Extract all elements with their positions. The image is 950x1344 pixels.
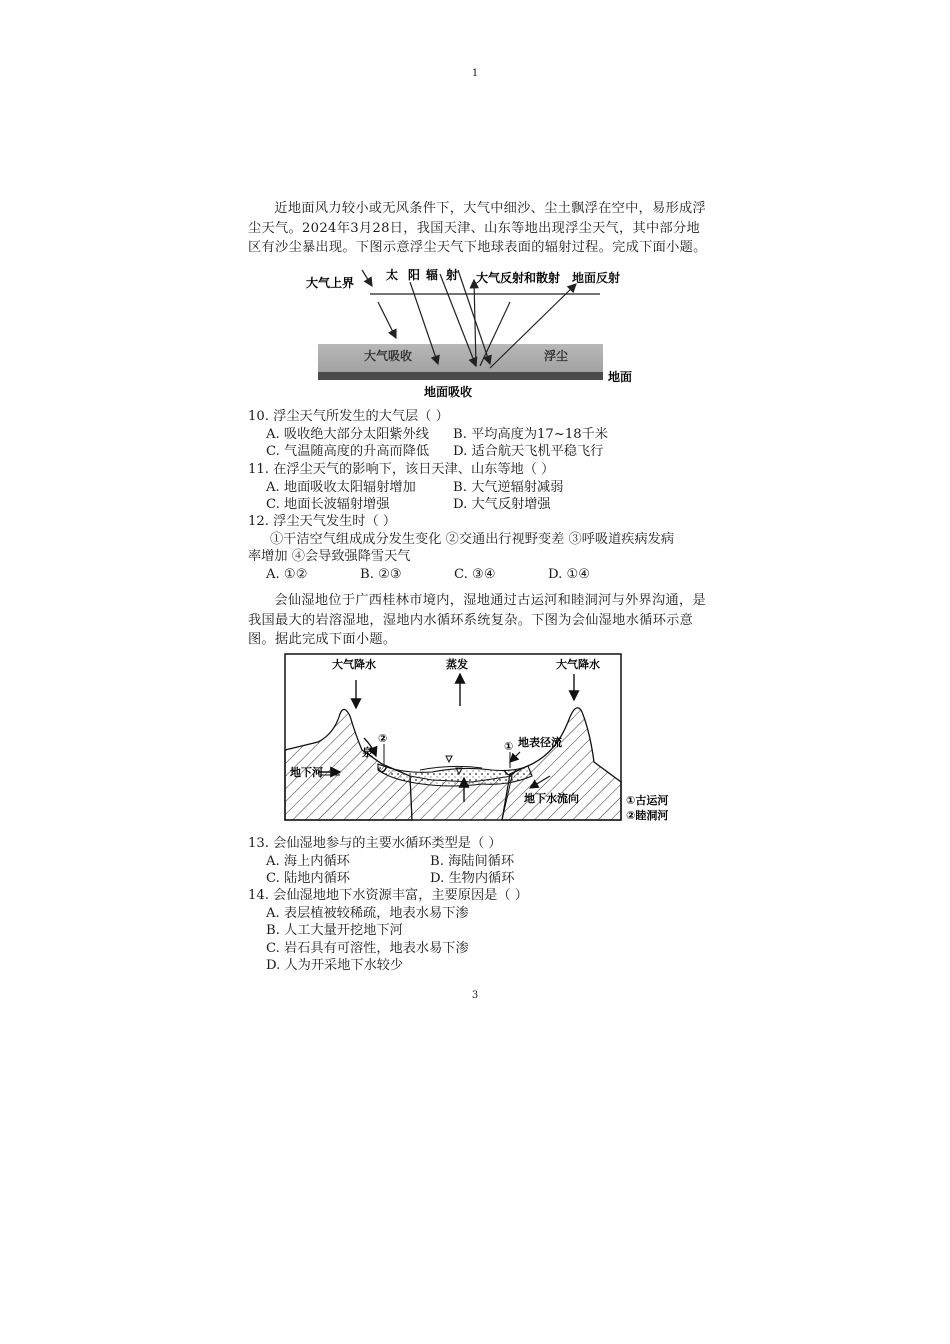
q14-option-c[interactable]: C. 岩石具有可溶性，地表水易下渗 [266,941,469,956]
fig2-mark-2: ② [378,732,388,745]
q12-option-a[interactable]: A. ①② [266,567,308,582]
q13-option-d[interactable]: D. 生物内循环 [430,871,515,886]
fig1-solar-char-3: 辐 [426,268,439,282]
fig1-ground-absorb-label: 地面吸收 [424,385,473,399]
q13-option-b[interactable]: B. 海陆间循环 [430,854,515,869]
fig1-solar-char-4: 射 [446,268,459,282]
q10-option-b[interactable]: B. 平均高度为17~18千米 [453,427,608,442]
q14-option-d[interactable]: D. 人为开采地下水较少 [266,958,404,973]
fig1-solar-char-1: 太 [386,268,399,282]
q11-option-d[interactable]: D. 大气反射增强 [453,497,551,512]
q10-option-c[interactable]: C. 气温随高度的升高而降低 [266,444,430,459]
q12-statement-line-1: ①干洁空气组成成分发生变化 ②交通出行视野变差 ③呼吸道疾病发病 [270,532,675,547]
fig2-legend-2: ②睦洞河 [626,809,669,822]
fig2-rain-right-label: 大气降水 [556,658,600,671]
fig2-legend-1: ①古运河 [626,794,669,807]
q13-stem: 13. 会仙湿地参与的主要水循环类型是（ ） [248,836,502,851]
q12-option-d[interactable]: D. ①④ [548,567,591,582]
fig1-top-boundary-label: 大气上界 [306,276,355,290]
q12-option-b[interactable]: B. ②③ [360,567,402,582]
fig1-ground-reflect-label: 地面反射 [572,271,621,285]
q11-option-b[interactable]: B. 大气逆辐射减弱 [453,480,564,495]
q14-stem: 14. 会仙湿地地下水资源丰富，主要原因是（ ） [248,888,528,903]
radiation-diagram [300,262,640,402]
fig1-ground-label: 地面 [608,370,633,384]
ground-strip [318,372,603,380]
q10-stem: 10. 浮尘天气所发生的大气层（ ） [248,409,449,424]
fig2-evaporation-label: 蒸发 [446,658,468,671]
q14-option-b[interactable]: B. 人工大量开挖地下河 [266,923,403,938]
fig2-mark-1: ① [504,740,514,753]
q11-option-c[interactable]: C. 地面长波辐射增强 [266,497,390,512]
q10-option-d[interactable]: D. 适合航天飞机平稳飞行 [453,444,604,459]
fig1-atm-absorb-label: 大气吸收 [364,349,413,363]
fig1-reflect-scatter-label: 大气反射和散射 [476,271,561,285]
q12-stem: 12. 浮尘天气发生时（ ） [248,514,397,529]
fig1-solar-char-2: 阳 [408,268,421,282]
q13-option-a[interactable]: A. 海上内循环 [266,854,350,869]
fig1-dust-label: 浮尘 [544,349,569,363]
q12-option-c[interactable]: C. ③④ [454,567,496,582]
q11-option-a[interactable]: A. 地面吸收太阳辐射增加 [266,480,416,495]
q13-option-c[interactable]: C. 陆地内循环 [266,871,350,886]
q12-statement-line-2: 率增加 ④会导致强降雪天气 [248,549,411,564]
fig2-spring-label: 泉 [362,746,373,759]
page-number-top: 1 [471,68,479,79]
page-number-bottom: 3 [471,990,479,1001]
fig2-groundwater-direction-label: 地下水流向 [524,792,579,805]
fig2-underground-river-label: 地下河 [290,766,323,779]
q14-option-a[interactable]: A. 表层植被较稀疏，地表水易下渗 [266,906,469,921]
wetland-water-cycle-diagram [282,652,674,824]
intro-paragraph-2: 会仙湿地位于广西桂林市境内，湿地通过古运河和睦洞河与外界沟通，是我国最大的岩溶湿地，湿地内水循环系统复杂。下图为会仙湿地水循环示意图。据此完成下面小题。 [248,593,706,647]
q10-option-a[interactable]: A. 吸收绝大部分太阳紫外线 [266,427,429,442]
fig2-surface-runoff-label: 地表径流 [518,736,562,749]
q11-stem: 11. 在浮尘天气的影响下，该日天津、山东等地（ ） [248,462,555,477]
fig2-rain-left-label: 大气降水 [332,658,376,671]
intro-paragraph-1: 近地面风力较小或无风条件下，大气中细沙、尘土飘浮在空中，易形成浮尘天气。2024年3月28日，我国天津、山东等地出现浮尘天气，其中部分地区有沙尘暴出现。下图示意浮尘天气下地球表面的辐射过程。完成下面小题。 [248,201,707,255]
